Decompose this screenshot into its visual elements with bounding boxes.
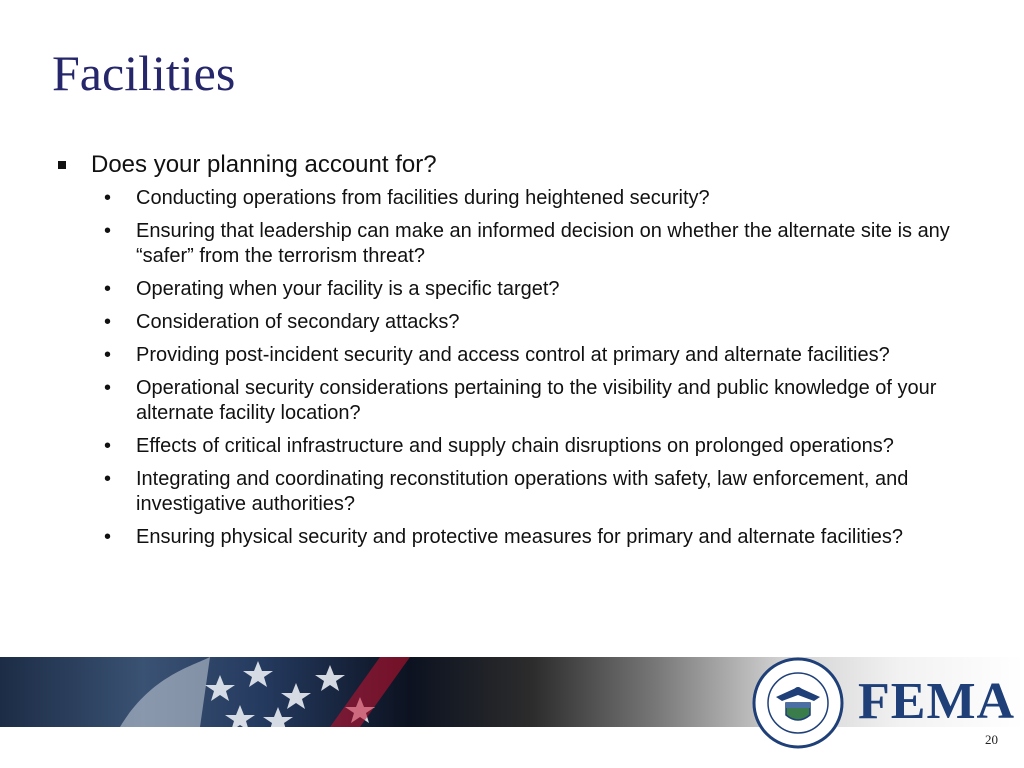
sub-bullet-list [58, 186, 988, 550]
main-bullet-text: Does your planning account for? [91, 151, 437, 178]
round-bullet-icon: • [104, 526, 112, 548]
sub-bullet-text: Operational security considerations pertaining to the visibility and public knowledge of your alternate facility location? [136, 377, 937, 424]
round-bullet-icon: • [104, 377, 112, 399]
sub-bullet-text: Effects of critical infrastructure and supply chain disruptions on prolonged operations? [136, 435, 894, 457]
page-number: 20 [985, 732, 998, 747]
sub-bullet-item [104, 525, 988, 550]
sub-bullet-item [104, 434, 988, 459]
fema-logo: FEMA [858, 673, 1016, 730]
round-bullet-icon: • [104, 468, 112, 490]
sub-bullet-text: Integrating and coordinating reconstitution operations with safety, law enforcement, and investigative authorities? [136, 468, 909, 515]
sub-bullet-text: Ensuring physical security and protective measures for primary and alternate facilities? [136, 526, 904, 548]
round-bullet-icon: • [104, 278, 112, 300]
sub-bullet-text: Providing post-incident security and access control at primary and alternate facilities? [136, 344, 890, 366]
sub-bullet-text: Operating when your facility is a specific target? [136, 278, 560, 300]
sub-bullet-item [104, 186, 988, 211]
square-bullet-icon [58, 161, 66, 169]
dhs-seal-icon [752, 657, 844, 749]
sub-bullet-text: Ensuring that leadership can make an informed decision on whether the alternate site is any “safer” from the terrorism threat? [136, 220, 950, 267]
round-bullet-icon: • [104, 311, 112, 333]
sub-bullet-text: Consideration of secondary attacks? [136, 311, 460, 333]
sub-bullet-item [104, 277, 988, 302]
slide-title: Facilities [52, 45, 236, 101]
sub-bullet-item [104, 343, 988, 368]
round-bullet-icon: • [104, 344, 112, 366]
round-bullet-icon: • [104, 435, 112, 457]
main-bullet [58, 150, 988, 180]
bullet-content [58, 150, 988, 558]
sub-bullet-item [104, 310, 988, 335]
sub-bullet-item [104, 376, 988, 426]
round-bullet-icon: • [104, 220, 112, 242]
sub-bullet-text: Conducting operations from facilities during heightened security? [136, 187, 710, 209]
round-bullet-icon: • [104, 187, 112, 209]
sub-bullet-item [104, 219, 988, 269]
sub-bullet-item [104, 467, 988, 517]
